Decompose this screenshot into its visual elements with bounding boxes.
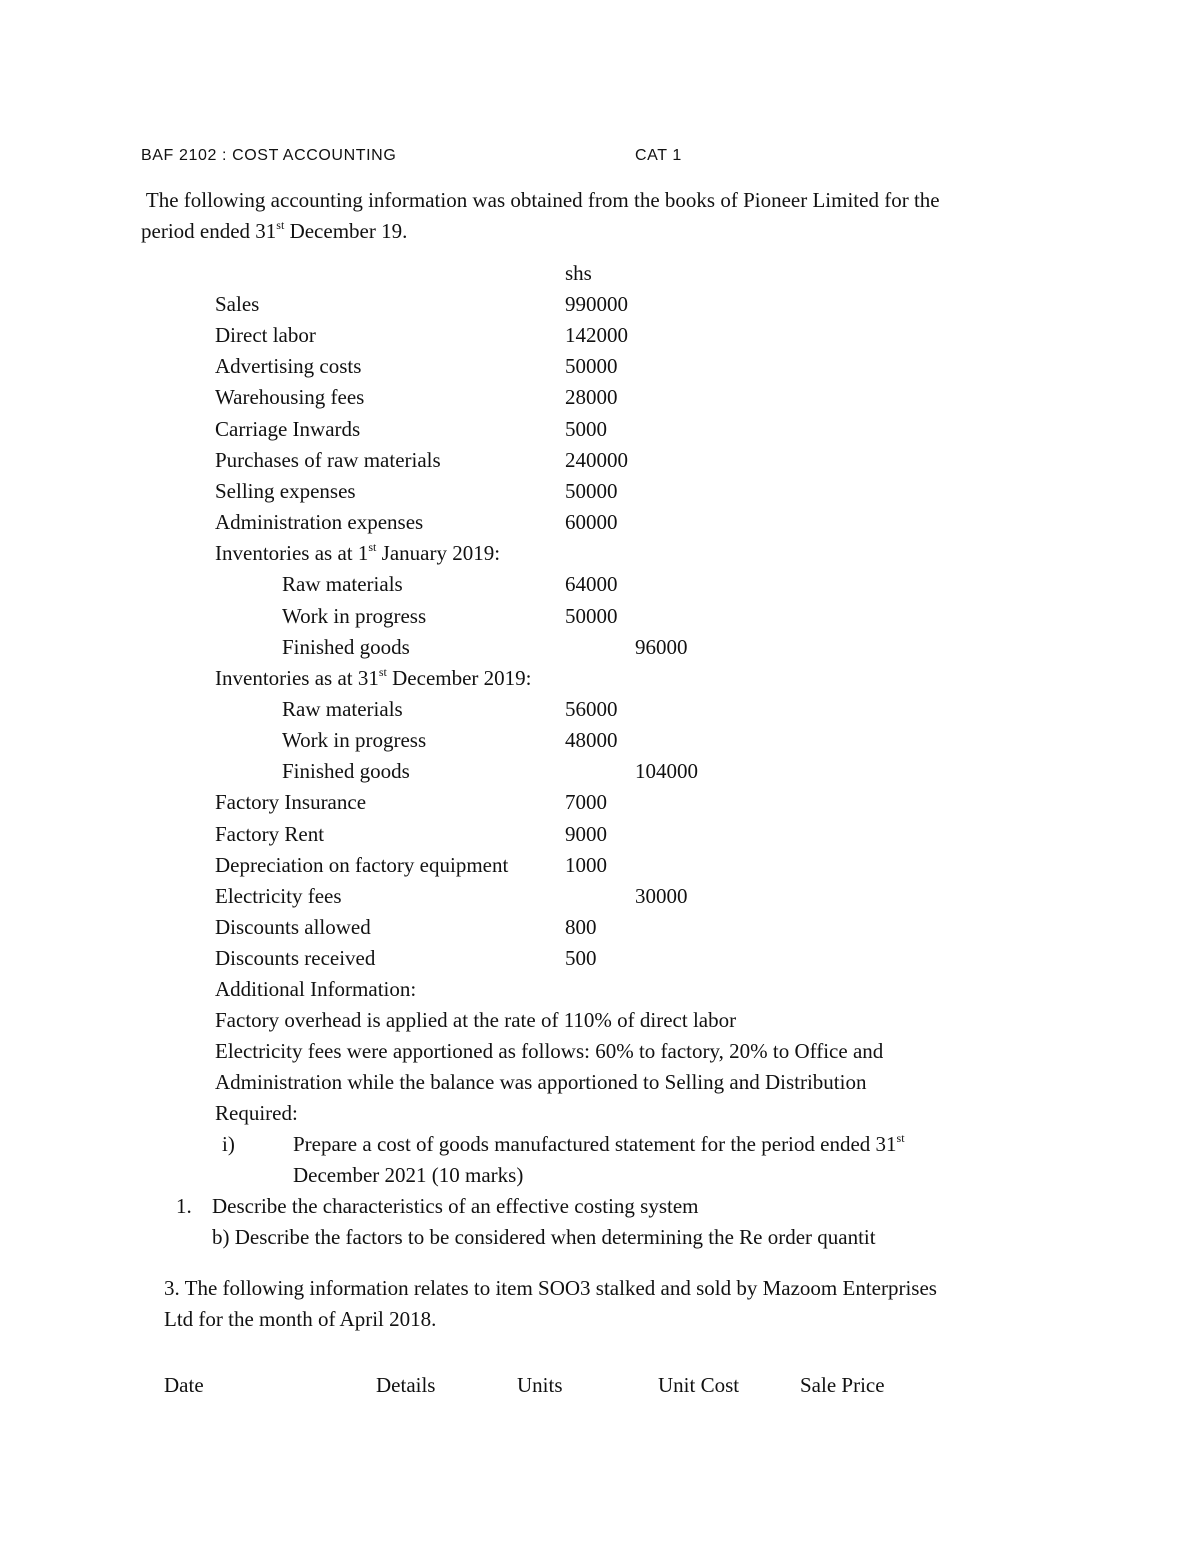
account-row bbox=[0, 541, 1200, 565]
account-label: Sales bbox=[215, 292, 260, 316]
account-row bbox=[0, 604, 1200, 628]
account-label: Work in progress bbox=[282, 604, 427, 628]
account-row bbox=[0, 915, 1200, 939]
question-i-line-2: December 2021 (10 marks) bbox=[293, 1163, 524, 1187]
account-row bbox=[0, 635, 1200, 659]
intro-line-1: The following accounting information was obtained from the books of Pioneer Limited for the bbox=[141, 188, 940, 212]
account-row bbox=[0, 853, 1200, 877]
account-row bbox=[0, 510, 1200, 534]
account-row bbox=[0, 448, 1200, 472]
account-amount: 7000 bbox=[565, 790, 607, 814]
account-amount: 500 bbox=[565, 946, 597, 970]
additional-heading: Additional Information: bbox=[215, 977, 417, 1001]
header-unit-cost: Unit Cost bbox=[658, 1373, 740, 1397]
account-row bbox=[0, 354, 1200, 378]
account-amount: 800 bbox=[565, 915, 597, 939]
intro-line-2 bbox=[141, 218, 408, 243]
account-label: Work in progress bbox=[282, 728, 427, 752]
intro-line-2-text: period ended 31 bbox=[141, 219, 277, 243]
required-label: Required: bbox=[215, 1101, 298, 1125]
account-row bbox=[0, 666, 1200, 690]
account-amount: 5000 bbox=[565, 417, 607, 441]
account-row bbox=[0, 572, 1200, 596]
account-label: Factory Rent bbox=[215, 822, 325, 846]
account-label: Discounts received bbox=[215, 946, 376, 970]
account-row bbox=[0, 292, 1200, 316]
account-label: Carriage Inwards bbox=[215, 417, 361, 441]
question-3-line-1: 3. The following information relates to item SOO3 stalked and sold by Mazoom Enterprises bbox=[164, 1276, 937, 1300]
header-units: Units bbox=[517, 1373, 563, 1397]
account-row bbox=[0, 417, 1200, 441]
question-i-text: Prepare a cost of goods manufactured statement for the period ended 31 bbox=[293, 1132, 897, 1156]
account-amount: 240000 bbox=[565, 448, 628, 472]
account-amount-offset: 96000 bbox=[635, 635, 688, 659]
account-label: Selling expenses bbox=[215, 479, 356, 503]
currency-label: shs bbox=[565, 261, 592, 285]
account-amount: 64000 bbox=[565, 572, 618, 596]
account-amount: 60000 bbox=[565, 510, 618, 534]
account-amount-offset: 104000 bbox=[635, 759, 698, 783]
account-label: Raw materials bbox=[282, 572, 403, 596]
account-row bbox=[0, 822, 1200, 846]
header-details: Details bbox=[376, 1373, 436, 1397]
question-1-part-b: b) Describe the factors to be considered when determining the Re order quantit bbox=[212, 1225, 876, 1249]
account-amount: 56000 bbox=[565, 697, 618, 721]
account-row bbox=[0, 479, 1200, 503]
additional-line-1: Factory overhead is applied at the rate of 110% of direct labor bbox=[215, 1008, 737, 1032]
intro-line-2-sup: st bbox=[276, 218, 285, 232]
account-label: Warehousing fees bbox=[215, 385, 365, 409]
account-label: Purchases of raw materials bbox=[215, 448, 441, 472]
account-row bbox=[0, 759, 1200, 783]
account-label: Factory Insurance bbox=[215, 790, 367, 814]
header-sale-price: Sale Price bbox=[800, 1373, 885, 1397]
account-amount-offset: 30000 bbox=[635, 884, 688, 908]
intro-line-2-tail: December 19. bbox=[284, 219, 408, 243]
account-label: Raw materials bbox=[282, 697, 403, 721]
account-label: Advertising costs bbox=[215, 354, 362, 378]
account-label: Electricity fees bbox=[215, 884, 342, 908]
account-amount: 50000 bbox=[565, 354, 618, 378]
question-i-sup: st bbox=[896, 1131, 905, 1145]
account-label: Inventories as at 1st January 2019: bbox=[215, 540, 501, 565]
question-3-line-2: Ltd for the month of April 2018. bbox=[164, 1307, 437, 1331]
assessment-label: CAT 1 bbox=[635, 147, 682, 164]
account-row bbox=[0, 385, 1200, 409]
question-i-line-1 bbox=[293, 1131, 905, 1156]
account-label: Administration expenses bbox=[215, 510, 424, 534]
account-row bbox=[0, 946, 1200, 970]
question-1-text: Describe the characteristics of an effective costing system bbox=[212, 1194, 699, 1218]
additional-line-3: Administration while the balance was apportioned to Selling and Distribution bbox=[215, 1070, 867, 1094]
account-amount: 990000 bbox=[565, 292, 628, 316]
account-row bbox=[0, 884, 1200, 908]
account-amount: 142000 bbox=[565, 323, 628, 347]
account-amount: 1000 bbox=[565, 853, 607, 877]
account-row bbox=[0, 790, 1200, 814]
additional-line-2: Electricity fees were apportioned as follows: 60% to factory, 20% to Office and bbox=[215, 1039, 884, 1063]
account-label: Inventories as at 31st December 2019: bbox=[215, 665, 532, 690]
account-label: Depreciation on factory equipment bbox=[215, 853, 509, 877]
account-label: Direct labor bbox=[215, 323, 316, 347]
question-i-marker: i) bbox=[222, 1132, 235, 1156]
account-amount: 48000 bbox=[565, 728, 618, 752]
account-label: Finished goods bbox=[282, 635, 410, 659]
account-row bbox=[0, 323, 1200, 347]
account-row bbox=[0, 728, 1200, 752]
account-amount: 9000 bbox=[565, 822, 607, 846]
account-amount: 50000 bbox=[565, 479, 618, 503]
account-label: Discounts allowed bbox=[215, 915, 371, 939]
course-title: BAF 2102 : COST ACCOUNTING bbox=[141, 147, 397, 164]
account-row bbox=[0, 697, 1200, 721]
account-amount: 28000 bbox=[565, 385, 618, 409]
question-1-marker: 1. bbox=[176, 1194, 192, 1218]
account-label: Finished goods bbox=[282, 759, 410, 783]
account-amount: 50000 bbox=[565, 604, 618, 628]
header-date: Date bbox=[164, 1373, 204, 1397]
